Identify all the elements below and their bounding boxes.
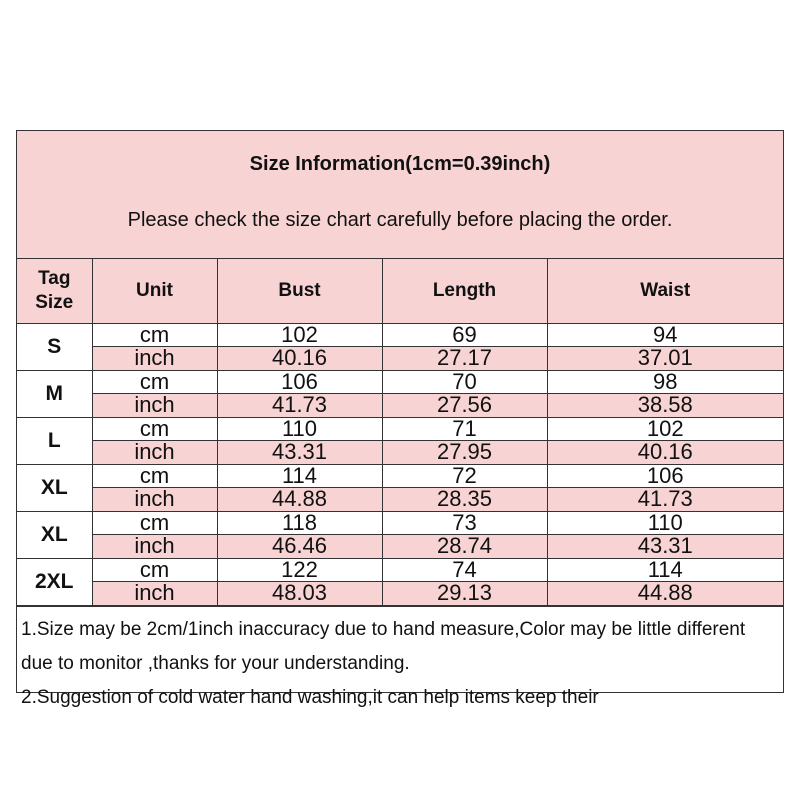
note-2: 2.Suggestion of cold water hand washing,it can help items keep their	[21, 686, 599, 708]
length-cm-cell: 71	[382, 417, 547, 441]
bust-inch-cell: 40.16	[217, 347, 382, 371]
waist-inch-cell: 41.73	[547, 488, 783, 512]
unit-cell: inch	[92, 488, 217, 512]
tag-size-cell: XL	[17, 464, 92, 511]
waist-inch-cell: 38.58	[547, 394, 783, 418]
waist-cm-cell: 110	[547, 511, 783, 535]
waist-cm-cell: 98	[547, 370, 783, 394]
length-cm-cell: 72	[382, 464, 547, 488]
header-length: Length	[382, 259, 547, 323]
size-chart	[16, 130, 784, 708]
length-inch-cell: 27.17	[382, 347, 547, 371]
waist-inch-cell: 43.31	[547, 535, 783, 559]
header-bust: Bust	[217, 259, 382, 323]
length-inch-cell: 28.35	[382, 488, 547, 512]
unit-cell: inch	[92, 394, 217, 418]
chart-title: Size Information(1cm=0.39inch)	[249, 153, 551, 175]
waist-inch-cell: 44.88	[547, 582, 783, 606]
tag-size-cell: M	[17, 370, 92, 417]
table-row	[17, 370, 783, 394]
table-row	[17, 394, 783, 418]
length-cm-cell: 74	[382, 558, 547, 582]
waist-inch-cell: 40.16	[547, 441, 783, 465]
bust-inch-cell: 46.46	[217, 535, 382, 559]
header-waist: Waist	[547, 259, 783, 323]
bust-cm-cell: 102	[217, 323, 382, 347]
table-row	[17, 464, 783, 488]
table-row	[17, 511, 783, 535]
waist-cm-cell: 114	[547, 558, 783, 582]
unit-cell: cm	[92, 464, 217, 488]
waist-cm-cell: 102	[547, 417, 783, 441]
unit-cell: inch	[92, 441, 217, 465]
tag-size-cell: S	[17, 323, 92, 370]
bust-cm-cell: 118	[217, 511, 382, 535]
bust-inch-cell: 43.31	[217, 441, 382, 465]
table-row	[17, 582, 783, 606]
bust-cm-cell: 106	[217, 370, 382, 394]
unit-cell: cm	[92, 417, 217, 441]
header-unit: Unit	[92, 259, 217, 323]
unit-cell: inch	[92, 347, 217, 371]
length-inch-cell: 29.13	[382, 582, 547, 606]
notes	[17, 606, 783, 708]
bust-inch-cell: 41.73	[217, 394, 382, 418]
table-row	[17, 417, 783, 441]
waist-cm-cell: 106	[547, 464, 783, 488]
chart-subtitle: Please check the size chart carefully before placing the order.	[127, 209, 673, 231]
table-body	[17, 323, 783, 605]
bust-cm-cell: 114	[217, 464, 382, 488]
bust-inch-cell: 44.88	[217, 488, 382, 512]
unit-cell: cm	[92, 323, 217, 347]
table-row	[17, 347, 783, 371]
unit-cell: cm	[92, 558, 217, 582]
unit-cell: cm	[92, 511, 217, 535]
unit-cell: inch	[92, 535, 217, 559]
waist-inch-cell: 37.01	[547, 347, 783, 371]
length-inch-cell: 27.56	[382, 394, 547, 418]
table-row	[17, 441, 783, 465]
table-row	[17, 535, 783, 559]
unit-cell: cm	[92, 370, 217, 394]
header-tag-size: Tag Size	[17, 259, 92, 323]
chart-header	[17, 131, 783, 259]
waist-cm-cell: 94	[547, 323, 783, 347]
length-inch-cell: 28.74	[382, 535, 547, 559]
table-row	[17, 323, 783, 347]
length-cm-cell: 69	[382, 323, 547, 347]
tag-size-cell: 2XL	[17, 558, 92, 605]
size-table	[17, 259, 783, 606]
table-row	[17, 488, 783, 512]
length-cm-cell: 70	[382, 370, 547, 394]
table-row	[17, 558, 783, 582]
note-1: 1.Size may be 2cm/1inch inaccuracy due to hand measure,Color may be little different due to monitor ,thanks for your understanding.	[21, 618, 746, 674]
length-inch-cell: 27.95	[382, 441, 547, 465]
tag-size-cell: XL	[17, 511, 92, 558]
bust-cm-cell: 110	[217, 417, 382, 441]
unit-cell: inch	[92, 582, 217, 606]
bust-cm-cell: 122	[217, 558, 382, 582]
tag-size-cell: L	[17, 417, 92, 464]
length-cm-cell: 73	[382, 511, 547, 535]
bust-inch-cell: 48.03	[217, 582, 382, 606]
table-header-row	[17, 259, 783, 323]
